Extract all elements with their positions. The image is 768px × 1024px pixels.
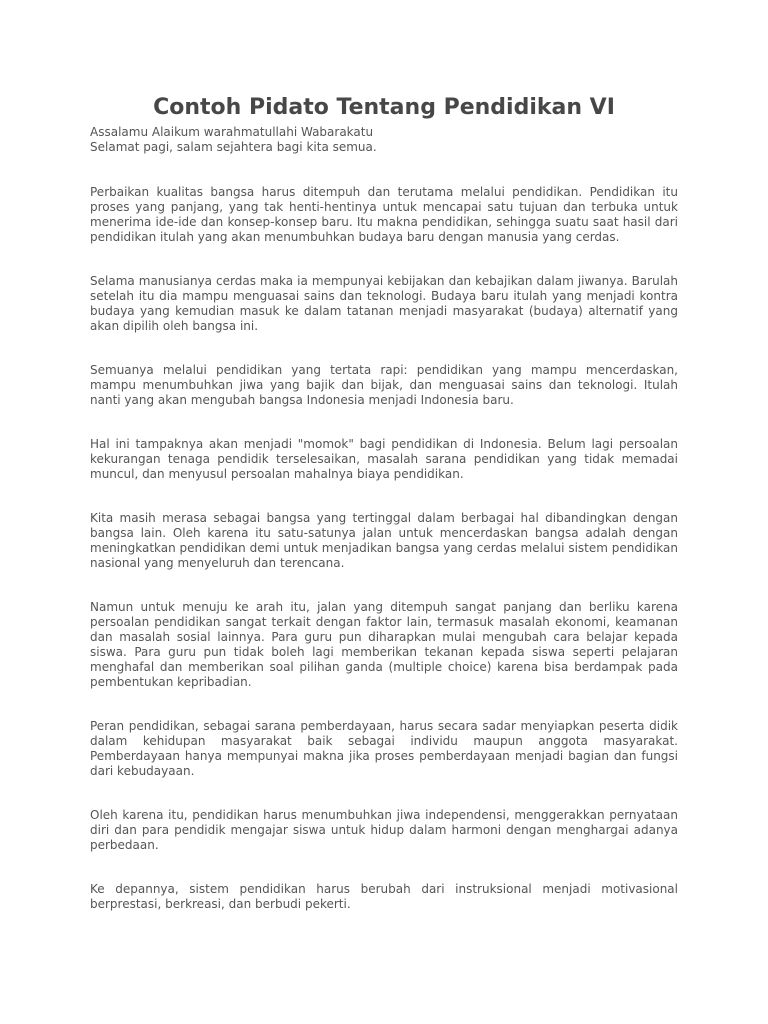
paragraph: Selama manusianya cerdas maka ia mempunyai kebijakan dan kebajikan dalam jiwanya. Barulah setelah itu dia mampu menguasai sains dan teknologi. Budaya baru itulah yang menjadi kontra budaya yang kemudian masuk ke dalam tatanan menjadi masyarakat (budaya) alternatif yang akan dipilih oleh bangsa ini. — [90, 274, 678, 333]
paragraph: Semuanya melalui pendidikan yang tertata rapi: pendidikan yang mampu mencerdaskan, mampu menumbuhkan jiwa yang bajik dan bijak, dan menguasai sains dan teknologi. Itulah nanti yang akan mengubah bangsa Indonesia menjadi Indonesia baru. — [90, 363, 678, 407]
paragraph: Ke depannya, sistem pendidikan harus berubah dari instruksional menjadi motivasional berprestasi, berkreasi, dan berbudi pekerti. — [90, 882, 678, 911]
paragraph: Hal ini tampaknya akan menjadi "momok" bagi pendidikan di Indonesia. Belum lagi persoalan kekurangan tenaga pendidik terselesaikan, masalah sarana pendidikan yang tidak memadai muncul, dan menyusul persoalan mahalnya biaya pendidikan. — [90, 437, 678, 481]
paragraph: Perbaikan kualitas bangsa harus ditempuh dan terutama melalui pendidikan. Pendidikan itu proses yang panjang, yang tak henti-hentinya untuk mencapai satu tujuan dan terbuka untuk menerima ide-ide dan konsep-konsep baru. Itu makna pendidikan, sehingga suatu saat hasil dari pendidikan itulah yang akan menumbuhkan budaya baru dengan manusia yang cerdas. — [90, 185, 678, 244]
greeting-line: Selamat pagi, salam sejahtera bagi kita semua. — [90, 140, 377, 154]
greeting-line: Assalamu Alaikum warahmatullahi Wabarakatu — [90, 125, 374, 139]
paragraph: Oleh karena itu, pendidikan harus menumbuhkan jiwa independensi, menggerakkan pernyataan diri dan para pendidik mengajar siswa untuk hidup dalam harmoni dengan menghargai adanya perbedaan. — [90, 808, 678, 852]
paragraph: Peran pendidikan, sebagai sarana pemberdayaan, harus secara sadar menyiapkan peserta didik dalam kehidupan masyarakat baik sebagai individu maupun anggota masyarakat. Pemberdayaan hanya mempunyai makna jika proses pemberdayaan menjadi bagian dan fungsi dari kebudayaan. — [90, 719, 678, 778]
page-title: Contoh Pidato Tentang Pendidikan VI — [153, 95, 615, 120]
greeting — [90, 125, 678, 155]
paragraph: Namun untuk menuju ke arah itu, jalan yang ditempuh sangat panjang dan berliku karena persoalan pendidikan sangat terkait dengan faktor lain, termasuk masalah ekonomi, keamanan dan masalah sosial lainnya. Para guru pun diharapkan mulai mengubah cara belajar kepada siswa. Para guru pun tidak boleh lagi memberikan tekanan kepada siswa seperti pelajaran menghafal dan memberikan soal pilihan ganda (multiple choice) karena bisa berdampak pada pembentukan kepribadian. — [90, 600, 678, 689]
document-page — [90, 94, 678, 912]
paragraph: Kita masih merasa sebagai bangsa yang tertinggal dalam berbagai hal dibandingkan dengan bangsa lain. Oleh karena itu satu-satunya jalan untuk mencerdaskan bangsa adalah dengan meningkatkan pendidikan demi untuk menjadikan bangsa yang cerdas melalui sistem pendidikan nasional yang menyeluruh dan terencana. — [90, 511, 678, 570]
